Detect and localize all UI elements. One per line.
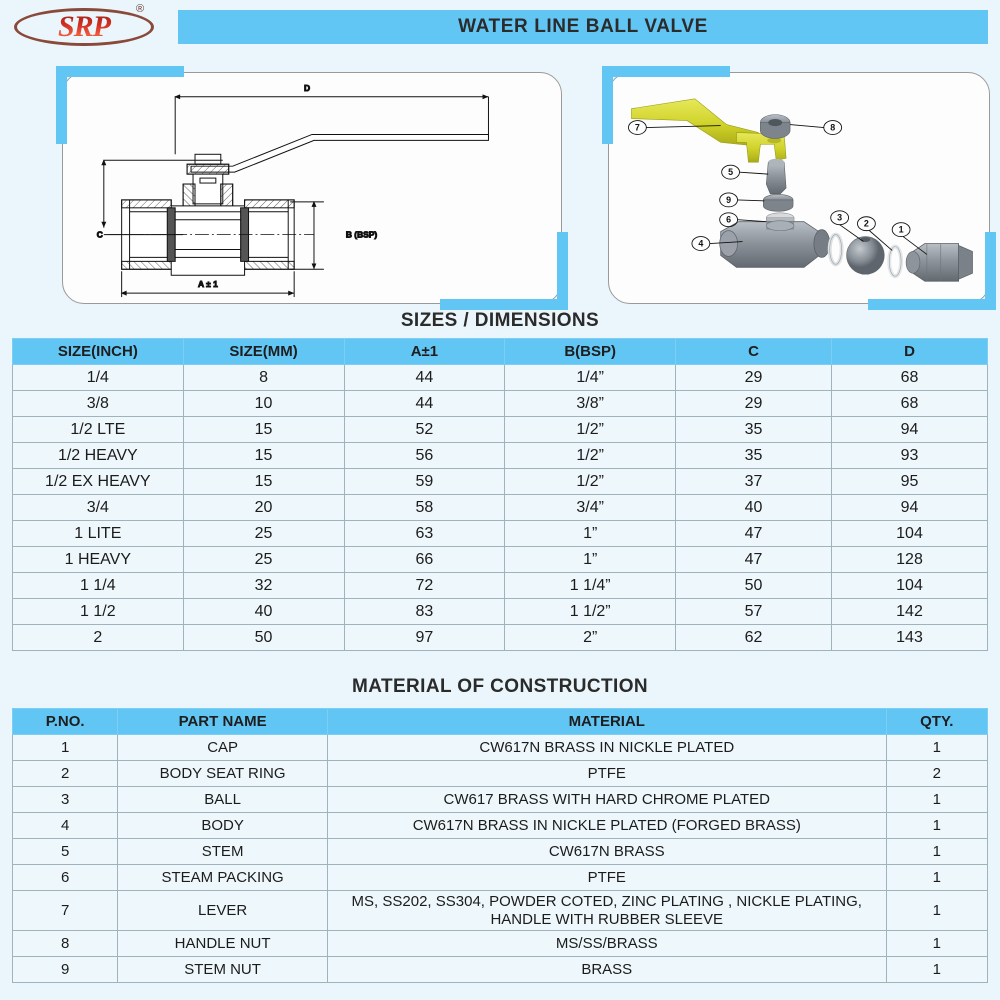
svg-text:D: D (304, 82, 311, 93)
table-cell: 4 (13, 813, 118, 839)
table-cell: BALL (118, 787, 328, 813)
table-cell: 104 (832, 573, 988, 599)
table-cell: 1/2” (505, 443, 676, 469)
table-row (13, 599, 988, 625)
table-cell: 8 (13, 931, 118, 957)
sizes-col-size-mm: SIZE(MM) (183, 339, 344, 365)
table-cell: STEM (118, 839, 328, 865)
table-cell: CW617N BRASS IN NICKLE PLATED (FORGED BRASS) (327, 813, 886, 839)
table-cell: 15 (183, 417, 344, 443)
moc-col-qty: QTY. (886, 709, 987, 735)
svg-text:3: 3 (837, 212, 843, 223)
table-cell: 2 (13, 761, 118, 787)
table-cell: BODY (118, 813, 328, 839)
table-cell: 1/2 EX HEAVY (13, 469, 184, 495)
table-cell: PTFE (327, 761, 886, 787)
table-cell: 35 (676, 443, 832, 469)
table-cell: 25 (183, 521, 344, 547)
table-cell: 8 (183, 365, 344, 391)
table-cell: 63 (344, 521, 505, 547)
table-cell: 1 (886, 813, 987, 839)
table-cell: 1 1/4 (13, 573, 184, 599)
moc-col-part-no: P.NO. (13, 709, 118, 735)
table-cell: STEM NUT (118, 957, 328, 983)
table-cell: 35 (676, 417, 832, 443)
page-title: WATER LINE BALL VALVE (458, 16, 708, 37)
registered-trademark-icon: ® (136, 3, 145, 15)
table-cell: 1 (13, 735, 118, 761)
table-row (13, 365, 988, 391)
table-cell: 62 (676, 625, 832, 651)
table-cell: MS, SS202, SS304, POWDER COTED, ZINC PLATING , NICKLE PLATING, HANDLE WITH RUBBER SLEEVE (327, 891, 886, 931)
table-row (13, 495, 988, 521)
table-cell: CW617N BRASS IN NICKLE PLATED (327, 735, 886, 761)
svg-text:B (BSP): B (BSP) (345, 229, 378, 240)
table-cell: 7 (13, 891, 118, 931)
table-cell: LEVER (118, 891, 328, 931)
table-cell: 50 (676, 573, 832, 599)
table-cell: 59 (344, 469, 505, 495)
table-cell: 3/8” (505, 391, 676, 417)
table-cell: 40 (183, 599, 344, 625)
table-cell: 58 (344, 495, 505, 521)
table-cell: 3/8 (13, 391, 184, 417)
table-cell: 95 (832, 469, 988, 495)
svg-text:8: 8 (830, 122, 836, 133)
table-cell: 20 (183, 495, 344, 521)
table-cell: 66 (344, 547, 505, 573)
table-cell: 3/4” (505, 495, 676, 521)
sizes-dimensions-table (12, 338, 988, 651)
table-cell: 56 (344, 443, 505, 469)
table-cell: 1 (886, 839, 987, 865)
table-cell: 1 (886, 787, 987, 813)
page-header (0, 0, 1000, 56)
table-cell: 104 (832, 521, 988, 547)
material-section-title: MATERIAL OF CONSTRUCTION (352, 676, 648, 697)
table-cell: 1/4” (505, 365, 676, 391)
table-cell: 68 (832, 365, 988, 391)
table-cell: 72 (344, 573, 505, 599)
table-row (13, 761, 988, 787)
table-cell: 143 (832, 625, 988, 651)
technical-drawing-panel (62, 72, 562, 304)
sizes-table-header-row (13, 339, 988, 365)
sizes-col-c: C (676, 339, 832, 365)
table-cell: 32 (183, 573, 344, 599)
sizes-col-b-bsp: B(BSP) (505, 339, 676, 365)
svg-text:7: 7 (634, 122, 640, 133)
table-cell: 1 (886, 865, 987, 891)
table-cell: 1/4 (13, 365, 184, 391)
exploded-valve-drawing (609, 73, 989, 303)
table-cell: 1 (886, 735, 987, 761)
table-cell: 29 (676, 365, 832, 391)
table-cell: 1/2” (505, 417, 676, 443)
sizes-col-a: A±1 (344, 339, 505, 365)
svg-text:4: 4 (698, 238, 704, 249)
table-row (13, 891, 988, 931)
table-cell: 1/2” (505, 469, 676, 495)
table-cell: 83 (344, 599, 505, 625)
table-cell: BRASS (327, 957, 886, 983)
table-cell: 29 (676, 391, 832, 417)
table-cell: 1 LITE (13, 521, 184, 547)
table-row (13, 625, 988, 651)
table-cell: 93 (832, 443, 988, 469)
svg-text:5: 5 (728, 167, 734, 178)
table-row (13, 417, 988, 443)
table-row (13, 573, 988, 599)
page-title-bar (178, 10, 988, 44)
table-cell: 2 (886, 761, 987, 787)
table-row (13, 787, 988, 813)
table-cell: 1” (505, 521, 676, 547)
moc-col-material: MATERIAL (327, 709, 886, 735)
material-of-construction-table (12, 708, 988, 983)
table-cell: 1 (886, 891, 987, 931)
table-cell: 5 (13, 839, 118, 865)
table-cell: 1 (886, 957, 987, 983)
moc-col-part-name: PART NAME (118, 709, 328, 735)
table-cell: STEAM PACKING (118, 865, 328, 891)
exploded-view-panel (608, 72, 990, 304)
table-cell: CW617N BRASS (327, 839, 886, 865)
table-cell: 1/2 LTE (13, 417, 184, 443)
table-row (13, 391, 988, 417)
table-row (13, 813, 988, 839)
table-cell: 3/4 (13, 495, 184, 521)
table-cell: 1 (886, 931, 987, 957)
svg-text:2: 2 (863, 218, 869, 229)
table-row (13, 469, 988, 495)
table-cell: 50 (183, 625, 344, 651)
table-cell: 94 (832, 495, 988, 521)
moc-table-header-row (13, 709, 988, 735)
table-cell: BODY SEAT RING (118, 761, 328, 787)
table-cell: 44 (344, 391, 505, 417)
table-cell: HANDLE NUT (118, 931, 328, 957)
table-cell: PTFE (327, 865, 886, 891)
sizes-col-size-inch: SIZE(INCH) (13, 339, 184, 365)
svg-text:C: C (96, 229, 103, 240)
table-cell: 1 1/4” (505, 573, 676, 599)
table-cell: CAP (118, 735, 328, 761)
table-cell: 40 (676, 495, 832, 521)
table-row (13, 957, 988, 983)
table-cell: 15 (183, 469, 344, 495)
sectional-valve-drawing (63, 73, 561, 303)
table-row (13, 521, 988, 547)
table-cell: 1 1/2 (13, 599, 184, 625)
logo-text: SRP (14, 8, 154, 46)
svg-text:A ± 1: A ± 1 (198, 279, 218, 290)
table-cell: 15 (183, 443, 344, 469)
table-cell: 57 (676, 599, 832, 625)
table-cell: 94 (832, 417, 988, 443)
table-cell: 25 (183, 547, 344, 573)
table-row (13, 735, 988, 761)
table-cell: 52 (344, 417, 505, 443)
table-cell: 2” (505, 625, 676, 651)
table-cell: 1 1/2” (505, 599, 676, 625)
table-cell: 3 (13, 787, 118, 813)
table-row (13, 443, 988, 469)
table-cell: 9 (13, 957, 118, 983)
table-cell: 47 (676, 547, 832, 573)
table-cell: 37 (676, 469, 832, 495)
svg-text:9: 9 (726, 194, 732, 205)
table-cell: 1” (505, 547, 676, 573)
sizes-col-d: D (832, 339, 988, 365)
svg-text:6: 6 (726, 214, 732, 225)
brand-logo (14, 3, 164, 51)
table-cell: 68 (832, 391, 988, 417)
table-cell: 97 (344, 625, 505, 651)
sizes-section-title: SIZES / DIMENSIONS (400, 310, 600, 331)
table-row (13, 839, 988, 865)
table-cell: 6 (13, 865, 118, 891)
table-row (13, 931, 988, 957)
table-row (13, 865, 988, 891)
table-cell: 10 (183, 391, 344, 417)
table-cell: 128 (832, 547, 988, 573)
svg-text:1: 1 (898, 224, 904, 235)
table-cell: 47 (676, 521, 832, 547)
table-cell: 142 (832, 599, 988, 625)
table-cell: 2 (13, 625, 184, 651)
table-cell: MS/SS/BRASS (327, 931, 886, 957)
table-cell: 44 (344, 365, 505, 391)
table-cell: CW617 BRASS WITH HARD CHROME PLATED (327, 787, 886, 813)
table-cell: 1/2 HEAVY (13, 443, 184, 469)
table-cell: 1 HEAVY (13, 547, 184, 573)
table-row (13, 547, 988, 573)
